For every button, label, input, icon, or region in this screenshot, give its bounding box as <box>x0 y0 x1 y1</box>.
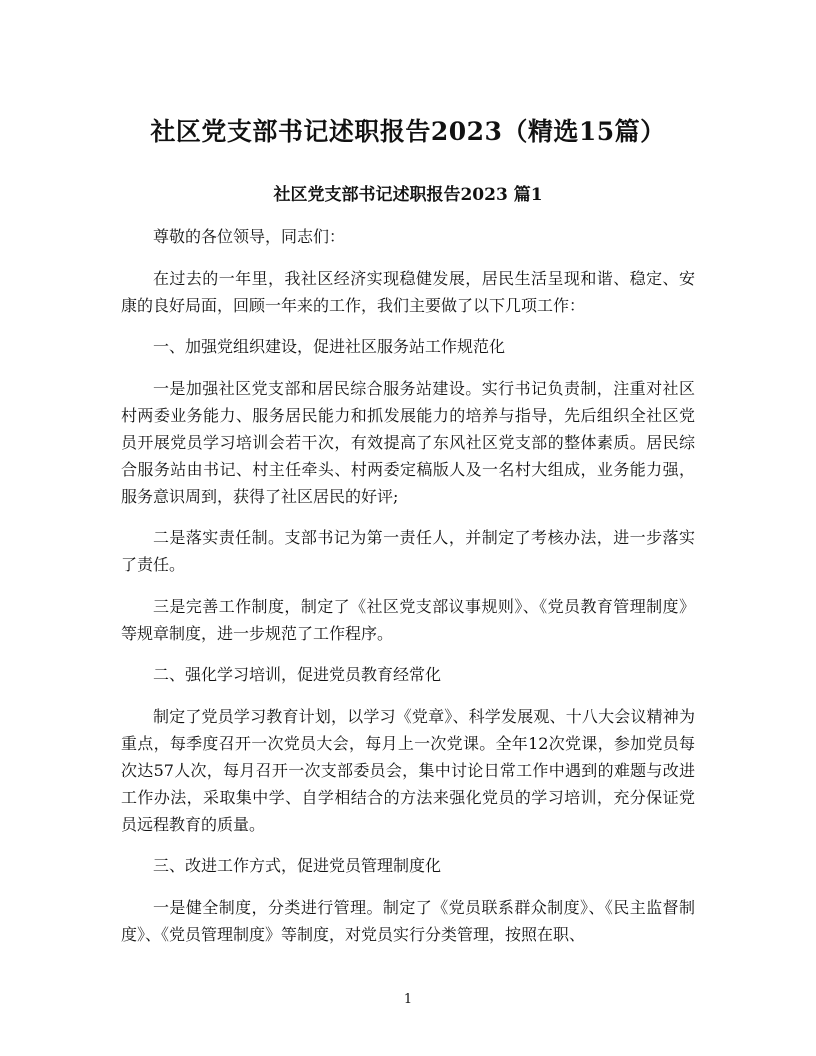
heading-section-two: 二、强化学习培训，促进党员教育经常化 <box>153 665 442 684</box>
page-number: 1 <box>403 992 413 1007</box>
paragraph-salutation: 尊敬的各位领导，同志们： <box>153 227 346 246</box>
paragraph: 一是健全制度，分类进行管理。制定了《党员联系群众制度》、《民主监督制度》、《党员管理制度》等制度，对党员实行分类管理，按照在职、 <box>121 897 695 944</box>
paragraph: 制定了党员学习教育计划，以学习《党章》、科学发展观、十八大会议精神为重点，每季度召开一次党员大会，每月上一次党课。全年12次党课，参加党员每次达57人次，每月召开一次支部委员会，集中讨论日常工作中遇到的难题与改进工作办法，采取集中学、自学相结合的方法来强化党员的学习培训，充分保证党员远程教育的质量。 <box>121 706 695 834</box>
heading-section-one: 一、加强党组织建设，促进社区服务站工作规范化 <box>153 337 506 356</box>
section-title: 社区党支部书记述职报告2023 篇1 <box>273 185 543 205</box>
document-body <box>121 223 695 962</box>
document-title: 社区党支部书记述职报告2023（精选15篇） <box>150 117 666 146</box>
paragraph-intro: 在过去的一年里，我社区经济实现稳健发展，居民生活呈现和谐、稳定、安康的良好局面，回顾一年来的工作，我们主要做了以下几项工作： <box>121 268 695 315</box>
paragraph: 三是完善工作制度，制定了《社区党支部议事规则》、《党员教育管理制度》等规章制度，进一步规范了工作程序。 <box>121 596 695 643</box>
paragraph: 一是加强社区党支部和居民综合服务站建设。实行书记负责制，注重对社区村两委业务能力、服务居民能力和抓发展能力的培养与指导，先后组织全社区党员开展党员学习培训会若干次，有效提高了东风社区党支部的整体素质。居民综合服务站由书记、村主任牵头、村两委定稿版人及一名村大组成，业务能力强，服务意识周到，获得了社区居民的好评; <box>121 378 695 506</box>
paragraph: 二是落实责任制。支部书记为第一责任人，并制定了考核办法，进一步落实了责任。 <box>121 528 695 574</box>
heading-section-three: 三、改进工作方式，促进党员管理制度化 <box>153 856 442 875</box>
